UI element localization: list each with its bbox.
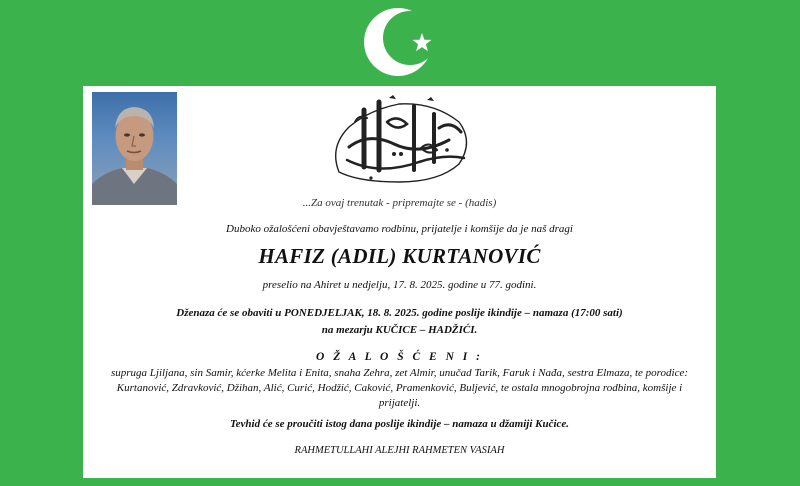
deceased-name: HAFIZ (ADIL) KURTANOVIĆ	[258, 244, 541, 268]
obituary-card	[83, 86, 716, 478]
funeral-info-line1: Dženaza će se obaviti u PONEDJELJAK, 18. 8. 2025. godine poslije ikindije – namaza (17:00 sati)	[176, 307, 623, 319]
closing-prayer: RAHMETULLAHI ALEJHI RAHMETEN VASIAH	[294, 445, 505, 456]
hadith-quote: ...Za ovaj trenutak - pripremajte se - (hadis)	[302, 197, 497, 209]
tevhid-info: Tevhid će se proučiti istog dana poslije ikindije – namaza u džamiji Kučice.	[229, 418, 570, 430]
intro-text: Duboko ožalošćeni obavještavamo rodbinu, prijatelje i komšije da je naš dragi	[226, 223, 573, 235]
mourners-list: supruga Ljiljana, sin Samir, kćerke Melita i Enita, snaha Zehra, zet Almir, unučad Tarik, Faruk i Nađa, sestra Elmaza, te porodice: Kurtanović, Zdravković, Džihan, Alić, Curić, Hodžić, Caković, Pramenković, Buljević, te ostala mnogobrojna rodbina, komšije i prijatelji.	[110, 367, 689, 409]
funeral-info-line2: na mezarju KUČICE – HADŽIĆI.	[321, 324, 478, 336]
mourners-heading: O Ž A L O Š Ć E N I :	[316, 351, 483, 363]
portrait-illustration	[92, 92, 177, 205]
crescent-star-icon	[360, 6, 440, 78]
arabic-calligraphy-icon	[319, 92, 479, 188]
portrait-photo	[92, 92, 177, 205]
death-date-text: preselio na Ahiret u nedjelju, 17. 8. 2025. godine u 77. godini.	[262, 279, 537, 291]
